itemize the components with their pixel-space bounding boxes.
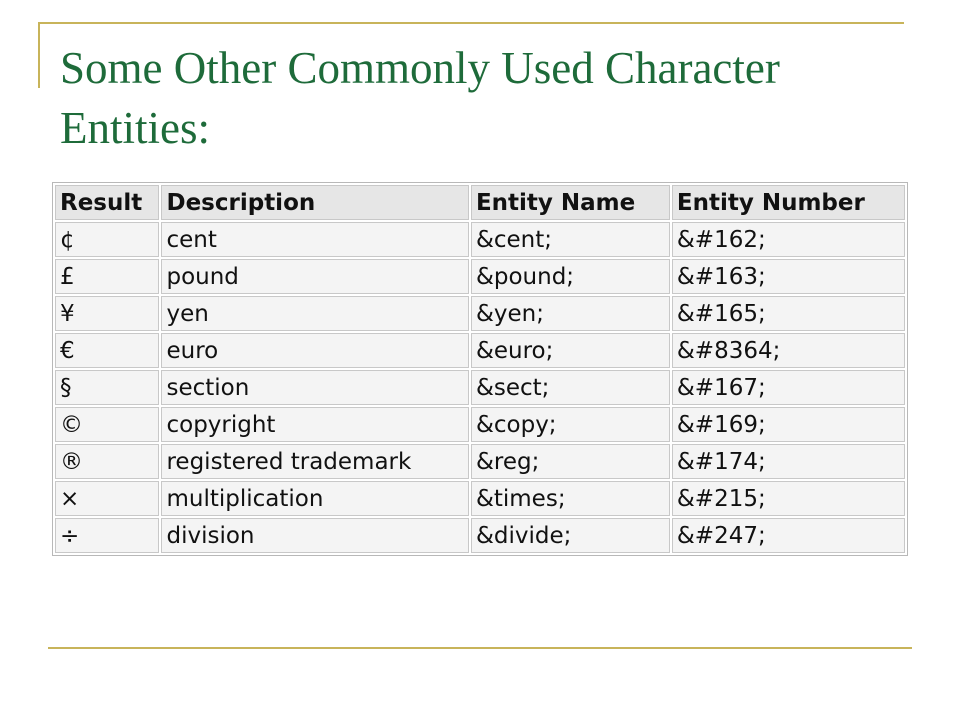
cell-entity-number: &#8364; [672, 333, 905, 368]
table-row [55, 259, 905, 294]
cell-description: cent [161, 222, 468, 257]
cell-entity-number: &#167; [672, 370, 905, 405]
table-row [55, 407, 905, 442]
table-row [55, 370, 905, 405]
cell-entity-name: &copy; [471, 407, 670, 442]
cell-entity-name: &times; [471, 481, 670, 516]
cell-entity-number: &#165; [672, 296, 905, 331]
cell-result: ÷ [55, 518, 159, 553]
cell-description: yen [161, 296, 468, 331]
slide-title: Some Other Commonly Used Character Entities: [60, 43, 780, 153]
table-row [55, 222, 905, 257]
cell-description: euro [161, 333, 468, 368]
cell-entity-number: &#169; [672, 407, 905, 442]
cell-result: £ [55, 259, 159, 294]
cell-entity-name: &yen; [471, 296, 670, 331]
cell-description: section [161, 370, 468, 405]
cell-entity-name: &cent; [471, 222, 670, 257]
cell-entity-name: &divide; [471, 518, 670, 553]
table-row [55, 518, 905, 553]
header-result: Result [55, 185, 159, 220]
cell-description: pound [161, 259, 468, 294]
header-entity-number: Entity Number [672, 185, 905, 220]
header-description: Description [161, 185, 468, 220]
cell-result: € [55, 333, 159, 368]
cell-entity-name: &sect; [471, 370, 670, 405]
table-header-row [55, 185, 905, 220]
cell-description: copyright [161, 407, 468, 442]
cell-entity-name: &euro; [471, 333, 670, 368]
cell-entity-number: &#163; [672, 259, 905, 294]
cell-entity-name: &pound; [471, 259, 670, 294]
cell-entity-name: &reg; [471, 444, 670, 479]
cell-description: multiplication [161, 481, 468, 516]
cell-result: ¢ [55, 222, 159, 257]
entity-table [52, 182, 908, 556]
cell-entity-number: &#162; [672, 222, 905, 257]
cell-entity-number: &#215; [672, 481, 905, 516]
cell-entity-number: &#247; [672, 518, 905, 553]
table-row [55, 481, 905, 516]
cell-result: § [55, 370, 159, 405]
cell-description: registered trademark [161, 444, 468, 479]
accent-line-vertical [38, 22, 40, 88]
cell-result: ® [55, 444, 159, 479]
cell-entity-number: &#174; [672, 444, 905, 479]
cell-result: × [55, 481, 159, 516]
accent-line-bottom [48, 647, 912, 649]
table-row [55, 296, 905, 331]
table-row [55, 333, 905, 368]
cell-description: division [161, 518, 468, 553]
header-entity-name: Entity Name [471, 185, 670, 220]
entity-table-container [52, 182, 908, 556]
table-row [55, 444, 905, 479]
cell-result: © [55, 407, 159, 442]
cell-result: ¥ [55, 296, 159, 331]
accent-line-top [38, 22, 904, 24]
